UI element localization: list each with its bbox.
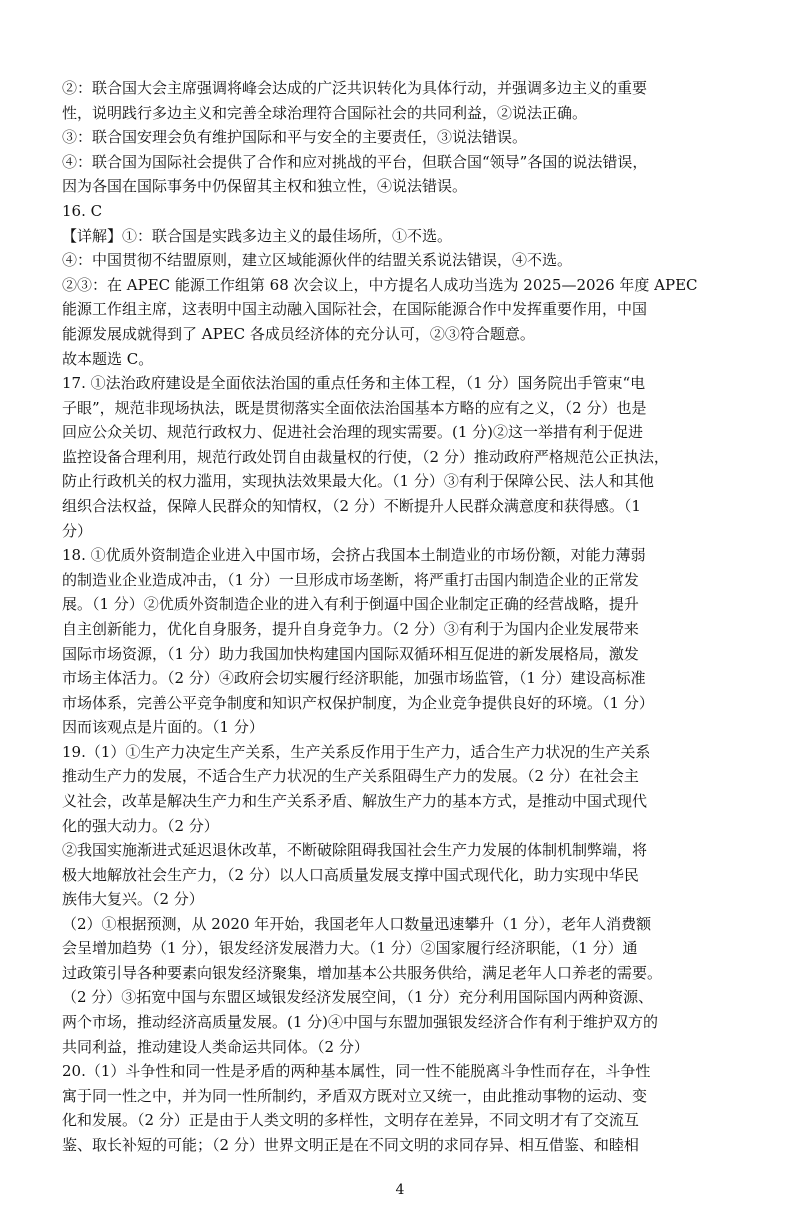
text-line: 能源工作组主席，这表明中国主动融入国际社会，在国际能源合作中发挥重要作用，中国 [62,300,648,318]
text-line: ②③：在 APEC 能源工作组第 68 次会议上，中方提名人成功当选为 2025—2026 年度 APEC [62,276,698,294]
text-line: 故本题选 C。 [62,350,154,368]
text-line: 市场体系，完善公平竞争制度和知识产权保护制度，为企业竞争提供良好的环境。（1 分） [62,694,654,712]
text-line: 因而该观点是片面的。（1 分） [62,718,264,736]
text-line: ②：联合国大会主席强调将峰会达成的广泛共识转化为具体行动，并强调多边主义的重要 [62,79,648,97]
text-line: 市场主体活力。（2 分）④政府会切实履行经济职能，加强市场监管，（1 分）建设高标准 [62,669,646,687]
text-line: 19.（1）①生产力决定生产关系，生产关系反作用于生产力，适合生产力状况的生产关系 [62,743,651,761]
text-line: 共同利益，推动建设人类命运共同体。（2 分） [62,1038,369,1056]
text-line: 20.（1）斗争性和同一性是矛盾的两种基本属性，同一性不能脱离斗争性而存在，斗争性 [62,1062,651,1080]
text-line: 化和发展。（2 分）正是由于人类文明的多样性，文明存在差异，不同文明才有了交流互 [62,1111,639,1129]
text-line: 16. C [62,202,103,220]
text-line: 因为各国在国际事务中仍保留其主权和独立性，④说法错误。 [62,177,468,195]
text-line: 分） [62,522,93,540]
text-line: 组织合法权益，保障人民群众的知情权，（2 分）不断提升人民群众满意度和获得感。（1 [62,497,641,515]
text-line: 寓于同一性之中，并为同一性所制约，矛盾双方既对立又统一，由此推动事物的运动、变 [62,1087,648,1105]
text-line: 化的强大动力。（2 分） [62,817,219,835]
text-line: 监控设备合理利用，规范行政处罚自由裁量权的行使，（2 分）推动政府严格规范公正执法， [62,448,669,466]
text-line: 过政策引导各种要素向银发经济聚集，增加基本公共服务供给，满足老年人口养老的需要。 [62,964,663,982]
text-line: 【详解】①：联合国是实践多边主义的最佳场所，①不选。 [62,227,453,245]
text-line: ④：联合国为国际社会提供了合作和应对挑战的平台，但联合国“领导”各国的说法错误， [62,153,648,171]
text-line: 18. ①优质外资制造企业进入中国市场，会挤占我国本土制造业的市场份额，对能力薄弱 [62,546,646,564]
text-line: 义社会，改革是解决生产力和生产关系矛盾、解放生产力的基本方式，是推动中国式现代 [62,792,648,810]
text-line: ③：联合国安理会负有维护国际和平与安全的主要责任，③说法错误。 [62,128,528,146]
text-line: 17. ①法治政府建设是全面依法治国的重点任务和主体工程，（1 分）国务院出手管束“电 [62,374,646,392]
text-line: 能源发展成就得到了 APEC 各成员经济体的充分认可，②③符合题意。 [62,325,535,343]
text-line: 极大地解放社会生产力，（2 分）以人口高质量发展支撑中国式现代化，助力实现中华民 [62,866,639,884]
text-line: 族伟大复兴。（2 分） [62,890,204,908]
text-line: 的制造业企业造成冲击，（1 分）一旦形成市场垄断，将严重打击国内制造企业的正常发 [62,571,639,589]
text-line: 性，说明践行多边主义和完善全球治理符合国际社会的共同利益，②说法正确。 [62,104,588,122]
text-line: （2 分）③拓宽中国与东盟区域银发经济发展空间，（1 分）充分利用国际国内两种资源、 [62,988,654,1006]
text-line: 鉴、取长补短的可能；（2 分）世界文明正是在不同文明的求同存异、相互借鉴、和睦相 [62,1136,639,1154]
text-line: （2）①根据预测，从 2020 年开始，我国老年人口数量迅速攀升（1 分），老年人消费额 [62,915,652,933]
text-line: 防止行政机关的权力滥用，实现执法效果最大化。（1 分）③有利于保障公民、法人和其他 [62,472,654,490]
text-line: 子眼”，规范非现场执法，既是贯彻落实全面依法治国基本方略的应有之义，（2 分）也是 [62,399,647,417]
text-line: 推动生产力的发展，不适合生产力状况的生产关系阻碍生产力的发展。（2 分）在社会主 [62,767,639,785]
page-number: 4 [395,1182,405,1198]
text-line: 会呈增加趋势（1 分），银发经济发展潜力大。（1 分）②国家履行经济职能，（1 分）通 [62,939,638,957]
text-line: 展。（1 分）②优质外资制造企业的进入有利于倒逼中国企业制定正确的经营战略，提升 [62,595,639,613]
text-line: ②我国实施渐进式延迟退休改革，不断破除阻碍我国社会生产力发展的体制机制弊端，将 [62,841,648,859]
text-line: 自主创新能力，优化自身服务，提升自身竞争力。（2 分）③有利于为国内企业发展带来 [62,620,639,638]
text-line: ④：中国贯彻不结盟原则，建立区域能源伙伴的结盟关系说法错误，④不选。 [62,251,573,269]
text-line: 回应公众关切、规范行政权力、促进社会治理的现实需要。(1 分)②这一举措有利于促进 [62,423,644,441]
text-line: 两个市场，推动经济高质量发展。(1 分)④中国与东盟加强银发经济合作有利于维护双方的 [62,1013,659,1031]
text-line: 国际市场资源，（1 分）助力我国加快构建国内国际双循环相互促进的新发展格局，激发 [62,645,639,663]
